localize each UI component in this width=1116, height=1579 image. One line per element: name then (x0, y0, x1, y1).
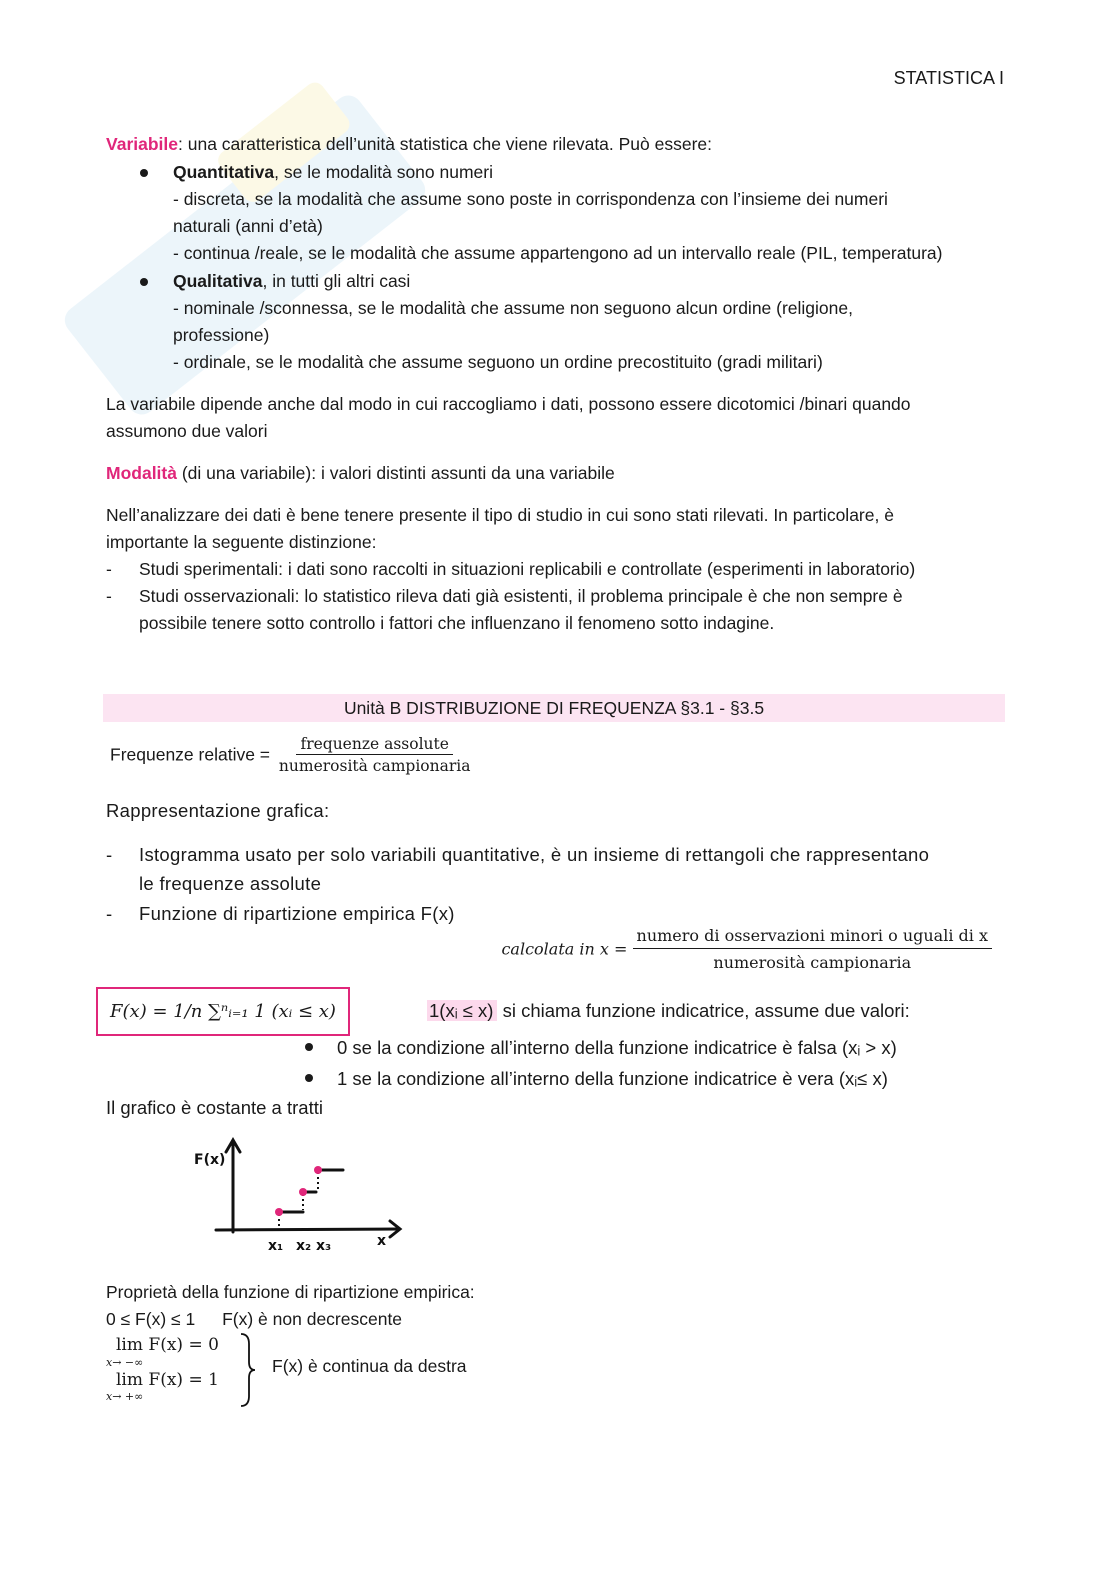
funzione-ripartizione: Funzione di ripartizione empirica F(x) (139, 903, 455, 924)
empirical-cdf-formula-box: F(x) = 1/n ∑ⁿᵢ₌₁ 1 (xᵢ ≤ x) (96, 987, 350, 1036)
tick-label: x₂ (296, 1238, 312, 1254)
indicatrice-highlight: 1(xᵢ ≤ x) (427, 1000, 497, 1021)
frequenze-fraction: $\frac{\text{frequenze assolute}}{\text{numerosità campionaria}}$ (278, 735, 471, 775)
valore-uno: 1 se la condizione all’interno della funzione indicatrice è vera (xᵢ≤ x) (337, 1068, 888, 1089)
step-point (275, 1208, 283, 1216)
bullet-icon (305, 1043, 313, 1051)
istogramma-line-2: le frequenze assolute (139, 873, 322, 894)
calcolata-formula: calcolata in x = $\frac{\text{numero di osservazioni minori o uguali di x}}{\text{numerosità campionaria}}$ (501, 926, 992, 972)
indicatrice-definition: 1(xᵢ ≤ x) si chiama funzione indicatrice, assume due valori: (429, 1000, 910, 1021)
studi-sperimentali: Studi sperimentali: i dati sono raccolti in situazioni replicabili e controllate (esperimenti in laboratorio) (139, 559, 916, 579)
continua-da-destra: F(x) è continua da destra (272, 1356, 467, 1376)
tick-label: x₃ (316, 1238, 332, 1254)
dash-marker: - (106, 586, 112, 606)
limit-minus-sub: x→ −∞ (106, 1356, 144, 1369)
continua-line: - continua /reale, se le modalità che assume appartengono ad un intervallo reale (PIL, temperatura) (173, 243, 943, 263)
calcolata-fraction: $\frac{\text{numero di osservazioni minori o uguali di x}}{\text{numerosità campionaria}}$ (633, 926, 992, 972)
variabile-definition: Variabile: una caratteristica dell’unità statistica che viene rilevata. Può essere: (106, 134, 713, 154)
studi-intro-1: Nell’analizzare dei dati è bene tenere presente il tipo di studio in cui sono stati rilevati. In particolare, è (106, 505, 894, 525)
x-axis-label: x (377, 1233, 387, 1249)
frequenze-relative-formula: Frequenze relative = $\frac{\text{frequenze assolute}}{\text{numerosità campionaria}}$ (110, 735, 474, 775)
bullet-icon (305, 1074, 313, 1082)
istogramma-line-1: Istogramma usato per solo variabili quantitative, è un insieme di rettangoli che rappresentano (139, 844, 930, 865)
x-axis (216, 1229, 398, 1230)
discreta-line-2: naturali (anni d’età) (173, 216, 323, 236)
limit-plus-infinity: lim F(x) = 1 (116, 1370, 219, 1390)
section-b-heading: Unità B DISTRIBUZIONE DI FREQUENZA §3.1 - §3.5 (103, 694, 1005, 722)
dash-marker: - (106, 559, 112, 579)
bullet-icon (140, 169, 148, 177)
valore-zero: 0 se la condizione all’interno della funzione indicatrice è falsa (xᵢ > x) (337, 1037, 897, 1058)
proprieta-bounds: 0 ≤ F(x) ≤ 1 F(x) è non decrescente (106, 1309, 403, 1329)
variabile-term: Variabile (106, 134, 178, 154)
studi-osservazionali-2: possibile tenere sotto controllo i fattori che influenzano il fenomeno sotto indagine. (139, 613, 775, 633)
step-point (299, 1188, 307, 1196)
limit-minus-infinity: lim F(x) = 0 (116, 1335, 219, 1355)
discreta-line-1: - discreta, se la modalità che assume sono poste in corrispondenza con l’insieme dei numeri (173, 189, 888, 209)
right-brace-icon (238, 1332, 258, 1408)
nominale-line-2: professione) (173, 325, 270, 345)
limit-plus-sub: x→ +∞ (106, 1390, 144, 1403)
dash-marker: - (106, 844, 113, 865)
dash-marker: - (106, 903, 113, 924)
studi-osservazionali-1: Studi osservazionali: lo statistico rileva dati già esistenti, il problema principale è che non sempre è (139, 586, 903, 606)
grafico-costante: Il grafico è costante a tratti (106, 1097, 323, 1118)
variabile-note-2: assumono due valori (106, 421, 268, 441)
quantitativa-item: Quantitativa, se le modalità sono numeri (173, 162, 494, 182)
step-point (314, 1166, 322, 1174)
ordinale-line: - ordinale, se le modalità che assume seguono un ordine precostituito (gradi militari) (173, 352, 823, 372)
step-function-graph (188, 1132, 413, 1260)
qualitativa-item: Qualitativa, in tutti gli altri casi (173, 271, 411, 291)
variabile-note-1: La variabile dipende anche dal modo in cui raccogliamo i dati, possono essere dicotomici /binari quando (106, 394, 911, 414)
y-axis-label: F(x) (194, 1152, 226, 1168)
studi-intro-2: importante la seguente distinzione: (106, 532, 377, 552)
modalita-definition: Modalità (di una variabile): i valori distinti assunti da una variabile (106, 463, 615, 483)
rappresentazione-grafica: Rappresentazione grafica: (106, 800, 330, 821)
nominale-line-1: - nominale /sconnessa, se le modalità che assume non seguono alcun ordine (religione, (173, 298, 853, 318)
tick-label: x₁ (268, 1238, 284, 1254)
modalita-term: Modalità (106, 463, 177, 483)
page-header-title: STATISTICA I (893, 68, 1004, 88)
proprieta-heading: Proprietà della funzione di ripartizione empirica: (106, 1282, 475, 1302)
bullet-icon (140, 278, 148, 286)
